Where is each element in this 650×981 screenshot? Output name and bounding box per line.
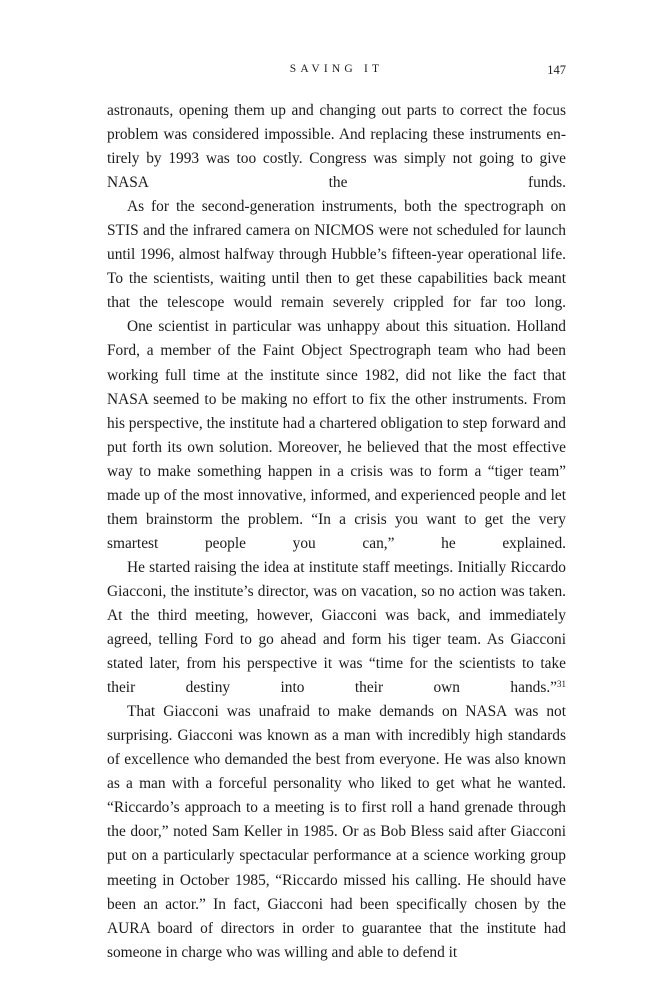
paragraph (107, 315, 566, 555)
running-head (107, 63, 566, 81)
paragraph (107, 556, 566, 700)
footnote-marker: 31 (557, 679, 566, 690)
running-title: SAVING IT (289, 63, 384, 75)
paragraph-text: astronauts, opening them up and changing out parts to correct the focus problem was considered impossible. And replacing these instruments entirely by 1993 was too costly. Congress was simply not going to give NASA the funds. (107, 102, 566, 192)
paragraph-text: That Giacconi was unafraid to make demands on NASA was not surprising. Giacconi was known as a man with incredibly high standards of excellence who demanded the best from everyone. He was also known as a man with a forceful personality who liked to get what he wanted. “Riccardo’s approach to a meeting is to first roll a hand grenade through the door,” noted Sam Keller in 1985. Or as Bob Bless said after Giacconi put on a particularly spectacular performance at a science working group meeting in October 1985, “Riccardo missed his calling. He should have been an actor.” In fact, Giacconi had been specifically chosen by the AURA board of directors in order to guarantee that the institute had someone in charge who was willing and able to defend it (107, 703, 566, 961)
paragraph-text: He started raising the idea at institute staff meetings. Initially Riccardo Giacconi, the institute’s director, was on vacation, so no action was taken. At the third meeting, however, Giacconi was back, and immediately agreed, telling Ford to go ahead and form his tiger team. As Giacconi stated later, from his perspective it was “time for the scientists to take their destiny into their own hands.” (107, 558, 566, 697)
paragraph-text: As for the second-generation instruments, both the spectrograph on STIS and the infrared camera on NICMOS were not scheduled for launch until 1996, almost halfway through Hubble’s fifteen-year operational life. To the scientists, waiting until then to get these capabilities back meant that the telescope would remain severely crippled for far too long. (107, 198, 566, 312)
paragraph-text: One scientist in particular was unhappy about this situation. Holland Ford, a member of the Faint Object Spectrograph team who had been working full time at the institute since 1982, did not like the fact that NASA seemed to be making no effort to fix the other instruments. From his perspective, the institute had a chartered obligation to step forward and put forth its own solution. Moreover, he believed that the most effective way to make something happen in a crisis was to form a “tiger team” made up of the most innovative, informed, and experienced people and let them brainstorm the problem. “In a crisis you want to get the very smartest people you can,” he explained. (107, 318, 567, 552)
paragraph (107, 99, 566, 195)
body-text (107, 99, 566, 965)
paragraph (107, 700, 566, 965)
page-number: 147 (547, 63, 566, 77)
paragraph (107, 195, 566, 315)
